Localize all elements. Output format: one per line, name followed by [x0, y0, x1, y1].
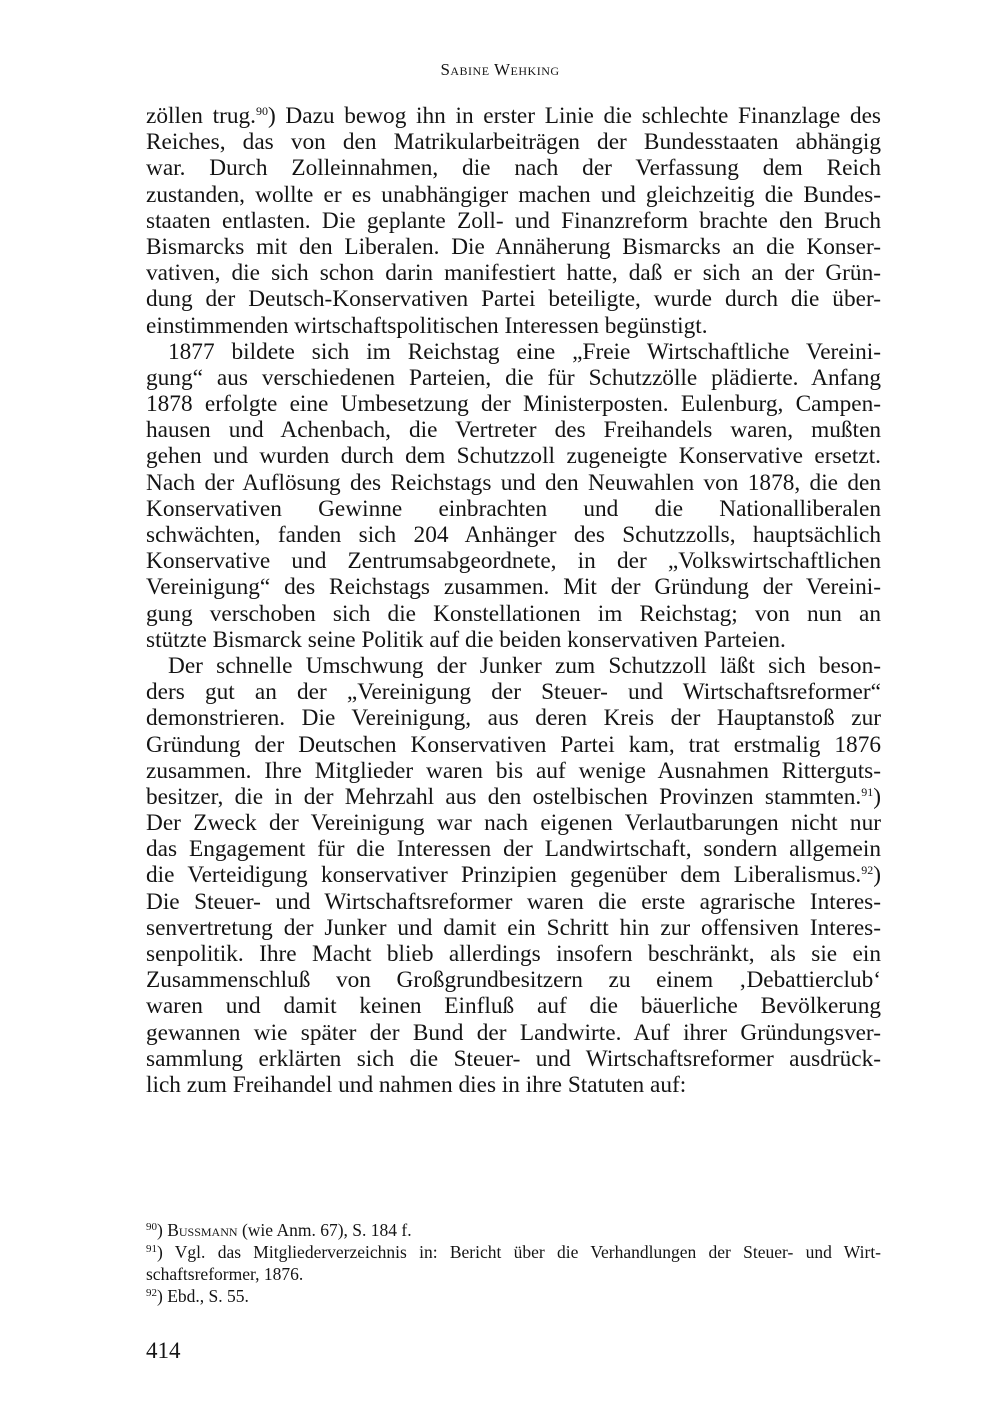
paragraph-2: [146, 339, 881, 653]
text-line: staaten entlasten. Die geplante Zoll- und Finanzreform brachte den Bruch: [146, 207, 881, 234]
footnote-number: 92: [146, 1287, 157, 1299]
text-line: Zusammenschluß von Großgrundbesitzern zu einem ‚Debattierclub‘: [146, 967, 881, 994]
text-line: Bismarcks mit den Liberalen. Die Annäherung Bismarcks an die Konser-: [146, 233, 881, 260]
main-text: [146, 103, 881, 1098]
text-line: Vereinigung“ des Reichstags zusammen. Mit der Gründung der Vereini-: [146, 574, 881, 601]
text-line: Der schnelle Umschwung der Junker zum Schutzzoll läßt sich beson-: [168, 652, 881, 679]
text-line: waren und damit keinen Einfluß auf die bäuerliche Bevölkerung: [146, 993, 881, 1020]
text-line: Nach der Auflösung des Reichstags und den Neuwahlen von 1878, die den: [146, 469, 881, 496]
text-line: dung der Deutsch-Konservativen Partei beteiligte, wurde durch die über-: [146, 286, 881, 313]
text-line: lich zum Freihandel und nahmen dies in ihre Statuten auf:: [146, 1071, 687, 1098]
footnote-92: $^{92}$) Ebd., S. 55.: [146, 1286, 249, 1306]
text-line: schwächten, fanden sich 204 Anhänger des Schutzzolls, hauptsächlich: [146, 522, 881, 548]
text-line: war. Durch Zolleinnahmen, die nach der Verfassung dem Reich: [146, 155, 881, 182]
text-line: das Engagement für die Interessen der Landwirtschaft, sondern allgemein: [146, 836, 881, 863]
footnote-ref-92[interactable]: 92: [861, 863, 874, 878]
text-line: stützte Bismarck seine Politik auf die beiden konservativen Parteien.: [146, 626, 786, 653]
footnote-ref-90[interactable]: 90: [255, 104, 268, 118]
footnote-number: 90: [146, 1221, 157, 1233]
footnote-ref-91[interactable]: 91: [861, 784, 874, 799]
text-line: gewannen wie später der Bund der Landwirte. Auf ihrer Gründungsver-: [146, 1019, 881, 1046]
text-line: Die Steuer- und Wirtschaftsreformer waren die erste agrarische Interes-: [146, 888, 881, 915]
text-line: senpolitik. Ihre Macht blieb allerdings insofern beschränkt, als sie ein: [146, 941, 881, 967]
page-number: 414: [146, 1338, 181, 1363]
running-head-author: Sabine Wehking: [440, 60, 560, 79]
text-line: 1878 erfolgte eine Umbesetzung der Ministerposten. Eulenburg, Campen-: [146, 391, 881, 418]
text-line: 1877 bildete sich im Reichstag eine „Freie Wirtschaftliche Vereini-: [168, 338, 881, 365]
text-line: gung verschoben sich die Konstellationen im Reichstag; von nun an: [146, 600, 881, 627]
footnote-90: $^{90}$) Bussmann (wie Anm. 67), S. 184 f.: [146, 1220, 412, 1240]
footnote-91: $^{91}$) Vgl. das Mitgliederverzeichnis in: Bericht über die Verhandlungen der Steuer- und Wirt- schaftsreformer, 1876.: [146, 1242, 882, 1284]
text-line: zusammen. Ihre Mitglieder waren bis auf wenige Ausnahmen Ritterguts-: [146, 757, 881, 784]
text-line: Reiches, das von den Matrikularbeiträgen der Bundesstaaten abhängig: [146, 129, 881, 156]
paragraph-1: [146, 103, 881, 339]
text-line: Der Zweck der Vereinigung war nach eigenen Verlautbarungen nicht nur: [146, 810, 881, 837]
text-line: vativen, die sich schon darin manifestiert hatte, daß er sich an der Grün-: [146, 260, 881, 287]
text-line: zöllen trug.$^{90}$) Dazu bewog ihn in erster Linie die schlechte Finanzlage des: [146, 103, 881, 129]
text-line: Konservative und Zentrumsabgeordnete, in der „Volkswirtschaftlichen: [146, 548, 881, 575]
text-line: die Verteidigung konservativer Prinzipien gegenüber dem Liberalismus.$^{92}$): [146, 862, 881, 889]
text-line: demonstrieren. Die Vereinigung, aus deren Kreis der Hauptanstoß zur: [146, 705, 881, 732]
text-line: sammlung erklärten sich die Steuer- und Wirtschaftsreformer ausdrück-: [146, 1045, 881, 1072]
footnote-author: Bussmann: [167, 1220, 238, 1240]
footnotes: [146, 1219, 881, 1307]
text-line: gehen und wurden durch dem Schutzzoll zugeneigte Konservative ersetzt.: [146, 443, 881, 470]
text-line: einstimmenden wirtschaftspolitischen Interessen begünstigt.: [146, 312, 708, 339]
text-line: ders gut an der „Vereinigung der Steuer- und Wirtschaftsreformer“: [146, 679, 881, 706]
text-line: senvertretung der Junker und damit ein Schritt hin zur offensiven Interes-: [146, 914, 881, 941]
text-line: Konservativen Gewinne einbrachten und die Nationalliberalen: [146, 495, 881, 522]
paragraph-3: [146, 653, 881, 1098]
text-line: zustanden, wollte er es unabhängiger machen und gleichzeitig die Bundes-: [146, 181, 881, 208]
footnote-number: 91: [146, 1243, 157, 1255]
text-line: hausen und Achenbach, die Vertreter des Freihandels waren, mußten: [146, 417, 881, 444]
text-line: Gründung der Deutschen Konservativen Partei kam, trat erstmalig 1876: [146, 731, 881, 758]
text-line: besitzer, die in der Mehrzahl aus den ostelbischen Provinzen stammten.$^{91}$): [146, 783, 881, 810]
text-line: gung“ aus verschiedenen Parteien, die für Schutzzölle plädierte. Anfang: [146, 364, 881, 391]
